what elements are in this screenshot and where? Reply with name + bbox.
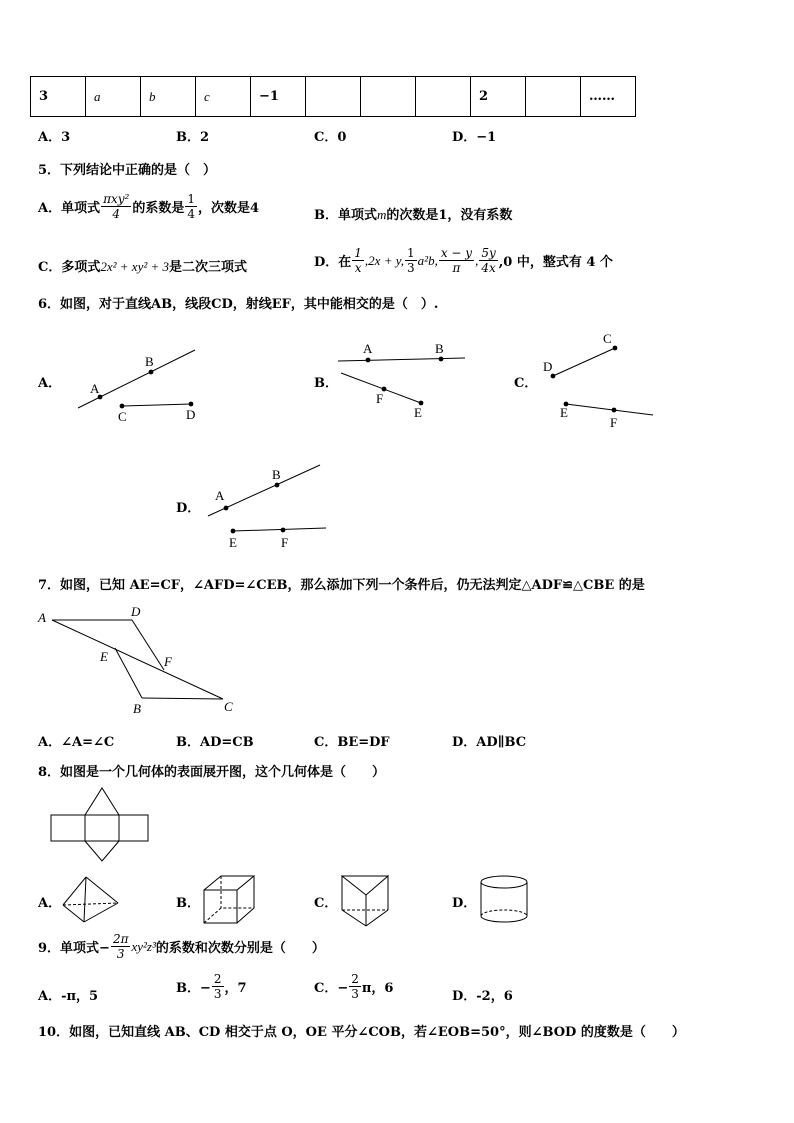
q7-figure xyxy=(30,600,245,720)
q5-d-frac4 xyxy=(479,246,497,275)
q8-option-b-label[interactable]: B． xyxy=(176,896,200,911)
sequence-table xyxy=(30,76,636,117)
numerator: 1 xyxy=(187,192,195,206)
q5-d-frac2 xyxy=(405,246,417,275)
q9-c-post: π，6 xyxy=(361,981,394,996)
point-label: D xyxy=(543,359,553,374)
q5-d-frac3 xyxy=(439,246,474,275)
point-label: E xyxy=(229,535,237,550)
numerator: 1 xyxy=(407,246,415,260)
q5-a-fraction xyxy=(101,192,131,221)
point-label: B xyxy=(145,354,154,369)
q6-stem: 6．如图，对于直线AB，线段CD，射线EF，其中能相交的是（ ）. xyxy=(38,297,439,312)
triangular-prism-icon xyxy=(336,868,396,930)
table-cell: −1 xyxy=(251,77,306,117)
q5-option-a[interactable] xyxy=(38,192,259,221)
q7-option-d[interactable]: D．AD∥BC xyxy=(452,735,527,750)
numerator: πxy² xyxy=(103,192,130,206)
point-label: C xyxy=(224,699,233,714)
table-cell xyxy=(361,77,416,117)
denominator: 3 xyxy=(213,987,222,1001)
pyramid-icon xyxy=(58,872,126,928)
point-label: F xyxy=(164,654,172,669)
q5-option-c[interactable] xyxy=(38,256,247,275)
q9-option-b[interactable] xyxy=(176,972,247,1001)
q9-b-post: ，7 xyxy=(224,981,247,996)
q9-stem xyxy=(38,932,325,961)
q10-stem: 10．如图，已知直线 AB、CD 相交于点 O，OE 平分∠COB，若∠EOB=50°，则∠BOD 的度数是（ ） xyxy=(38,1025,685,1040)
q6-option-d-label[interactable]: D． xyxy=(176,501,201,516)
denominator: π xyxy=(452,261,461,275)
point-label: B xyxy=(272,467,281,482)
q7-stem: 7．如图，已知 AE=CF，∠AFD=∠CEB，那么添加下列一个条件后，仍无法判定△ADF≌△CBE 的是 xyxy=(38,578,645,593)
q9-stem-post: 的系数和次数分别是（ ） xyxy=(155,941,325,956)
q5-d-pre: D．在 xyxy=(314,255,352,270)
q7-option-b[interactable]: B．AD=CB xyxy=(176,735,254,750)
table-cell: 2 xyxy=(471,77,526,117)
q5-a-pre: A．单项式 xyxy=(38,201,101,216)
q6-option-c-label[interactable]: C． xyxy=(514,376,538,391)
table-cell: a xyxy=(86,77,141,117)
point-label: E xyxy=(560,405,568,420)
q5-d-frac1 xyxy=(352,246,364,275)
q5-stem: 5．下列结论中正确的是（ ） xyxy=(38,163,217,178)
q5-b-post: 的次数是1，没有系数 xyxy=(386,208,513,223)
q5-d-mid1: ,2x + y, xyxy=(364,252,405,268)
cube-icon xyxy=(196,870,266,930)
q4-option-d[interactable]: D．−1 xyxy=(452,130,497,145)
table-cell: 3 xyxy=(31,77,86,117)
point-label: B xyxy=(133,701,141,716)
q4-option-a[interactable]: A．3 xyxy=(38,130,71,145)
table-cell: c xyxy=(196,77,251,117)
q6-figure-d xyxy=(200,460,335,555)
q7-option-a[interactable]: A．∠A=∠C xyxy=(38,735,115,750)
denominator: x xyxy=(354,261,362,275)
point-label: A xyxy=(90,381,100,396)
q6-figure-c xyxy=(540,330,665,435)
q4-option-c[interactable]: C．0 xyxy=(314,130,347,145)
q9-c-fraction xyxy=(349,972,361,1001)
q9-coefficient xyxy=(111,932,131,961)
q6-figure-b xyxy=(330,335,475,425)
denominator: 4x xyxy=(481,261,496,275)
point-label: D xyxy=(186,407,196,422)
q8-option-a-label[interactable]: A． xyxy=(38,896,62,911)
q5-c-expr: 2x² + xy² + 3 xyxy=(100,259,170,274)
q9-b-fraction xyxy=(212,972,224,1001)
point-label: F xyxy=(376,391,384,406)
q8-option-d-label[interactable]: D． xyxy=(452,896,477,911)
q8-option-c-label[interactable]: C． xyxy=(314,896,338,911)
table-cell xyxy=(306,77,361,117)
q5-c-post: 是二次三项式 xyxy=(169,260,248,275)
point-label: D xyxy=(131,604,141,619)
q9-variables: xy²z³ xyxy=(131,938,156,954)
q6-option-a-label[interactable]: A． xyxy=(38,376,62,391)
q5-option-d[interactable]: D．在 $\frac{1}{x}$ ,2x + y, $\frac{1}{3}$ a²b, $\frac{x - y}{\pi}$ , $\frac{5y}{4x}$ ,0 中，整式有 4 个 xyxy=(314,246,613,275)
point-label: C xyxy=(603,331,612,346)
numerator: 2π xyxy=(112,932,129,946)
table-cell xyxy=(416,77,471,117)
denominator: 3 xyxy=(116,947,125,961)
point-label: C xyxy=(118,409,127,424)
denominator: 3 xyxy=(407,261,415,275)
numerator: 2 xyxy=(351,972,359,986)
q9-option-a[interactable]: A．-π，5 xyxy=(38,989,99,1004)
q5-c-pre: C．多项式 xyxy=(38,260,101,275)
point-label: F xyxy=(610,415,618,430)
table-cell: …… xyxy=(581,77,636,117)
q6-option-b-label[interactable]: B． xyxy=(314,376,338,391)
point-label: E xyxy=(414,405,422,420)
q5-option-b[interactable] xyxy=(314,204,512,223)
numerator: 1 xyxy=(354,246,362,260)
q8-stem: 8．如图是一个几何体的表面展开图，这个几何体是（ ） xyxy=(38,765,386,780)
denominator: 4 xyxy=(187,207,195,221)
cylinder-icon xyxy=(476,870,534,930)
point-label: A xyxy=(363,341,373,356)
q5-a-mid: 的系数是 xyxy=(132,201,185,216)
q5-a-post: ，次数是4 xyxy=(198,201,260,216)
q5-b-pre: B．单项式 xyxy=(314,208,377,223)
denominator: 4 xyxy=(112,207,121,221)
q5-d-mid2: a²b, xyxy=(417,252,438,268)
q4-option-b[interactable]: B．2 xyxy=(176,130,210,145)
point-label: F xyxy=(281,535,289,550)
denominator: 3 xyxy=(351,987,359,1001)
q9-option-d[interactable]: D．-2，6 xyxy=(452,989,513,1004)
table-cell: b xyxy=(141,77,196,117)
q7-option-c[interactable]: C．BE=DF xyxy=(314,735,390,750)
q5-b-var: m xyxy=(377,207,387,222)
q5-a-coef xyxy=(185,192,197,221)
numerator: x − y xyxy=(440,246,473,260)
table-cell xyxy=(526,77,581,117)
q6-figure-a xyxy=(70,340,210,430)
numerator: 2 xyxy=(213,972,222,986)
q9-stem-pre: 9．单项式− xyxy=(38,941,110,956)
q9-option-c[interactable] xyxy=(314,972,393,1001)
table-row xyxy=(31,77,636,117)
point-label: A xyxy=(215,488,225,503)
point-label: E xyxy=(100,649,108,664)
point-label: B xyxy=(435,341,444,356)
q9-b-pre: B．− xyxy=(176,981,211,996)
q8-net-figure xyxy=(45,785,155,865)
numerator: 5y xyxy=(481,246,496,260)
point-label: A xyxy=(38,610,46,625)
q5-d-post: ,0 中，整式有 4 个 xyxy=(498,255,613,270)
q9-c-pre: C．− xyxy=(314,981,349,996)
